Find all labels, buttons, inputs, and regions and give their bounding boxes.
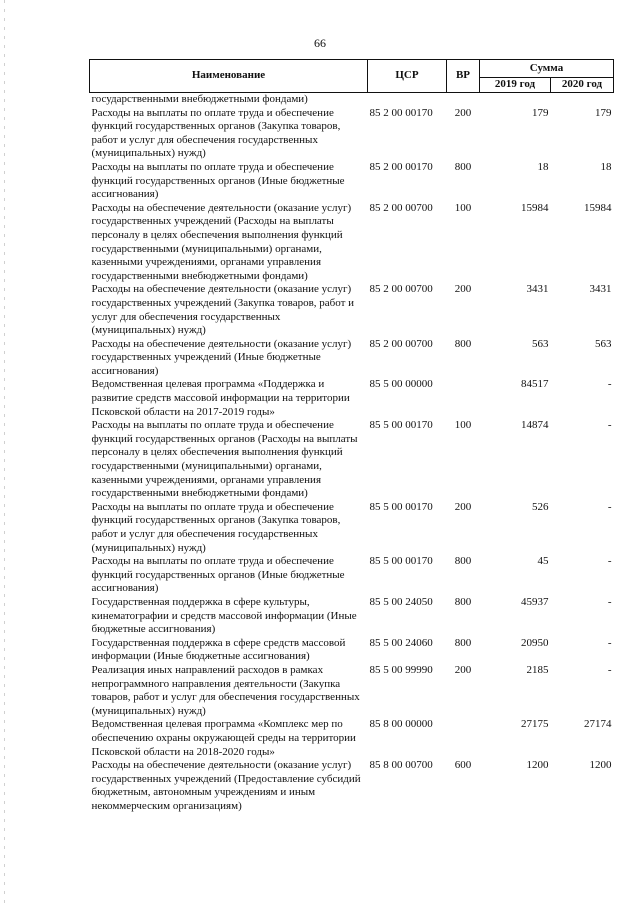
row-amount-2019: 45937 [521, 595, 549, 608]
row-name: Ведомственная целевая программа «Поддержка и развитие средств массовой информации на территории Псковской области на 2017-2019 годы» [91, 378, 350, 418]
row-csr-code: 85 2 00 00700 [369, 201, 433, 214]
header-vr: ВР [447, 60, 480, 93]
table-row [90, 759, 614, 813]
table-row [90, 161, 614, 202]
header-year-2019: 2019 год [480, 78, 551, 93]
row-amount-2019: 3431 [526, 283, 549, 296]
row-amount-2020: - [607, 636, 612, 649]
row-amount-2020: 18 [600, 160, 612, 173]
row-csr-code: 85 8 00 00000 [369, 718, 433, 731]
table-row [90, 718, 614, 759]
row-name: Расходы на обеспечение деятельности (оказание услуг) государственных учреждений (Расходы на выплаты персоналу в целях обеспечения выполнения функций государственными (муниципальными) органами, казенными учреждениями, органами управления государственными внебюджетными фондами) [91, 201, 352, 282]
row-vr-code: 800 [454, 160, 472, 173]
budget-table [89, 59, 614, 813]
row-amount-2019: 179 [532, 106, 549, 119]
row-csr-code: 85 2 00 00170 [369, 106, 433, 119]
table-row [90, 378, 614, 419]
table-row [90, 596, 614, 637]
row-csr-code: 85 5 00 00000 [369, 378, 433, 391]
table-row [90, 93, 614, 107]
row-csr-code: 85 5 00 24050 [369, 595, 433, 608]
row-amount-2019: 563 [532, 337, 549, 350]
row-amount-2019: 14874 [521, 419, 549, 432]
row-amount-2019: 20950 [521, 636, 549, 649]
row-amount-2020: 179 [595, 106, 612, 119]
row-amount-2020: - [607, 555, 612, 568]
row-amount-2019: 84517 [521, 378, 549, 391]
table-row [90, 202, 614, 284]
row-name: государственными внебюджетными фондами) [91, 93, 308, 105]
row-csr-code [368, 93, 447, 107]
row-csr-code: 85 2 00 00700 [369, 337, 433, 350]
table-body [90, 93, 614, 814]
row-amount-2020: 15984 [584, 201, 612, 214]
row-csr-code: 85 5 00 99990 [369, 663, 433, 676]
row-amount-2020: - [607, 500, 612, 513]
row-name: Расходы на выплаты по оплате труда и обеспечение функций государственных органов (Закупка товаров, работ и услуг для обеспечения государственных (муниципальных) нужд) [91, 500, 341, 554]
row-amount-2019: 45 [537, 555, 549, 568]
row-name: Расходы на выплаты по оплате труда и обеспечение функций государственных органов (Расходы на выплаты персоналу в целях обеспечения выполнения функций государственными (муниципальными) органами, казенными учреждениями, органами управления государственными внебюджетными фондами) [91, 419, 358, 500]
header-sum: Сумма [480, 60, 614, 78]
row-vr-code: 800 [454, 595, 472, 608]
row-vr-code: 200 [454, 106, 472, 119]
row-amount-2019: 1200 [526, 759, 549, 772]
row-vr-code: 600 [454, 759, 472, 772]
table-row [90, 107, 614, 161]
row-name: Расходы на обеспечение деятельности (оказание услуг) государственных учреждений (Предоставление субсидий бюджетным, автономным учреждениям и иным некоммерческим организациям) [91, 759, 361, 812]
row-name: Расходы на обеспечение деятельности (оказание услуг) государственных учреждений (Закупка товаров, работ и услуг для обеспечения государственных (муниципальных) нужд) [91, 283, 355, 337]
row-vr-code [447, 378, 480, 419]
row-vr-code: 200 [454, 283, 472, 296]
table-row [90, 419, 614, 501]
row-amount-2020: 563 [595, 337, 612, 350]
row-vr-code: 800 [454, 555, 472, 568]
row-vr-code: 200 [454, 663, 472, 676]
row-amount-2020: 1200 [589, 759, 612, 772]
row-name: Государственная поддержка в сфере культуры, кинематографии и средств массовой информации (Иные бюджетные ассигнования) [91, 595, 357, 636]
row-name: Государственная поддержка в сфере средств массовой информации (Иные бюджетные ассигнования) [91, 636, 346, 663]
row-csr-code: 85 8 00 00700 [369, 759, 433, 772]
row-vr-code: 100 [454, 201, 472, 214]
row-vr-code: 100 [454, 419, 472, 432]
header-name: Наименование [90, 60, 368, 93]
table-row [90, 555, 614, 596]
row-amount-2019: 27175 [521, 718, 549, 731]
row-csr-code: 85 2 00 00170 [369, 160, 433, 173]
row-amount-2020: - [607, 419, 612, 432]
row-csr-code: 85 2 00 00700 [369, 283, 433, 296]
row-name: Ведомственная целевая программа «Комплекс мер по обеспечению охраны окружающей среды на территории Псковской области на 2018-2020 годы» [91, 718, 356, 758]
table-row [90, 664, 614, 718]
row-name: Расходы на выплаты по оплате труда и обеспечение функций государственных органов (Иные бюджетные ассигнования) [91, 555, 345, 595]
row-csr-code: 85 5 00 00170 [369, 419, 433, 432]
row-amount-2019: 2185 [526, 663, 549, 676]
row-vr-code [447, 93, 480, 107]
page-edge-mark [4, 0, 5, 905]
table-row [90, 338, 614, 379]
row-vr-code: 200 [454, 500, 472, 513]
row-name: Реализация иных направлений расходов в рамках непрограммного направления деятельности (Закупка товаров, работ и услуг для обеспечения государственных (муниципальных) нужд) [91, 663, 360, 717]
table-row [90, 283, 614, 337]
table-row [90, 637, 614, 664]
row-amount-2019: 18 [537, 160, 549, 173]
page-number: 66 [314, 36, 326, 50]
row-csr-code: 85 5 00 24060 [369, 636, 433, 649]
row-vr-code [447, 718, 480, 759]
header-csr: ЦСР [368, 60, 447, 93]
row-amount-2019: 15984 [521, 201, 549, 214]
row-amount-2020: - [607, 663, 612, 676]
row-vr-code: 800 [454, 337, 472, 350]
row-csr-code: 85 5 00 00170 [369, 500, 433, 513]
row-name: Расходы на выплаты по оплате труда и обеспечение функций государственных органов (Закупка товаров, работ и услуг для обеспечения государственных (муниципальных) нужд) [91, 106, 341, 160]
header-year-2020: 2020 год [551, 78, 614, 93]
table-header [90, 60, 614, 93]
row-amount-2020: 3431 [589, 283, 612, 296]
row-csr-code: 85 5 00 00170 [369, 555, 433, 568]
row-name: Расходы на выплаты по оплате труда и обеспечение функций государственных органов (Иные бюджетные ассигнования) [91, 160, 345, 201]
row-amount-2020: - [607, 378, 612, 391]
row-vr-code: 800 [454, 636, 472, 649]
row-amount-2019: 526 [532, 500, 549, 513]
row-amount-2020: 27174 [584, 718, 612, 731]
row-amount-2020: - [607, 595, 612, 608]
row-amount-2020 [551, 93, 614, 107]
table-row [90, 501, 614, 555]
row-amount-2019 [480, 93, 551, 107]
row-name: Расходы на обеспечение деятельности (оказание услуг) государственных учреждений (Иные бюджетные ассигнования) [91, 337, 352, 377]
